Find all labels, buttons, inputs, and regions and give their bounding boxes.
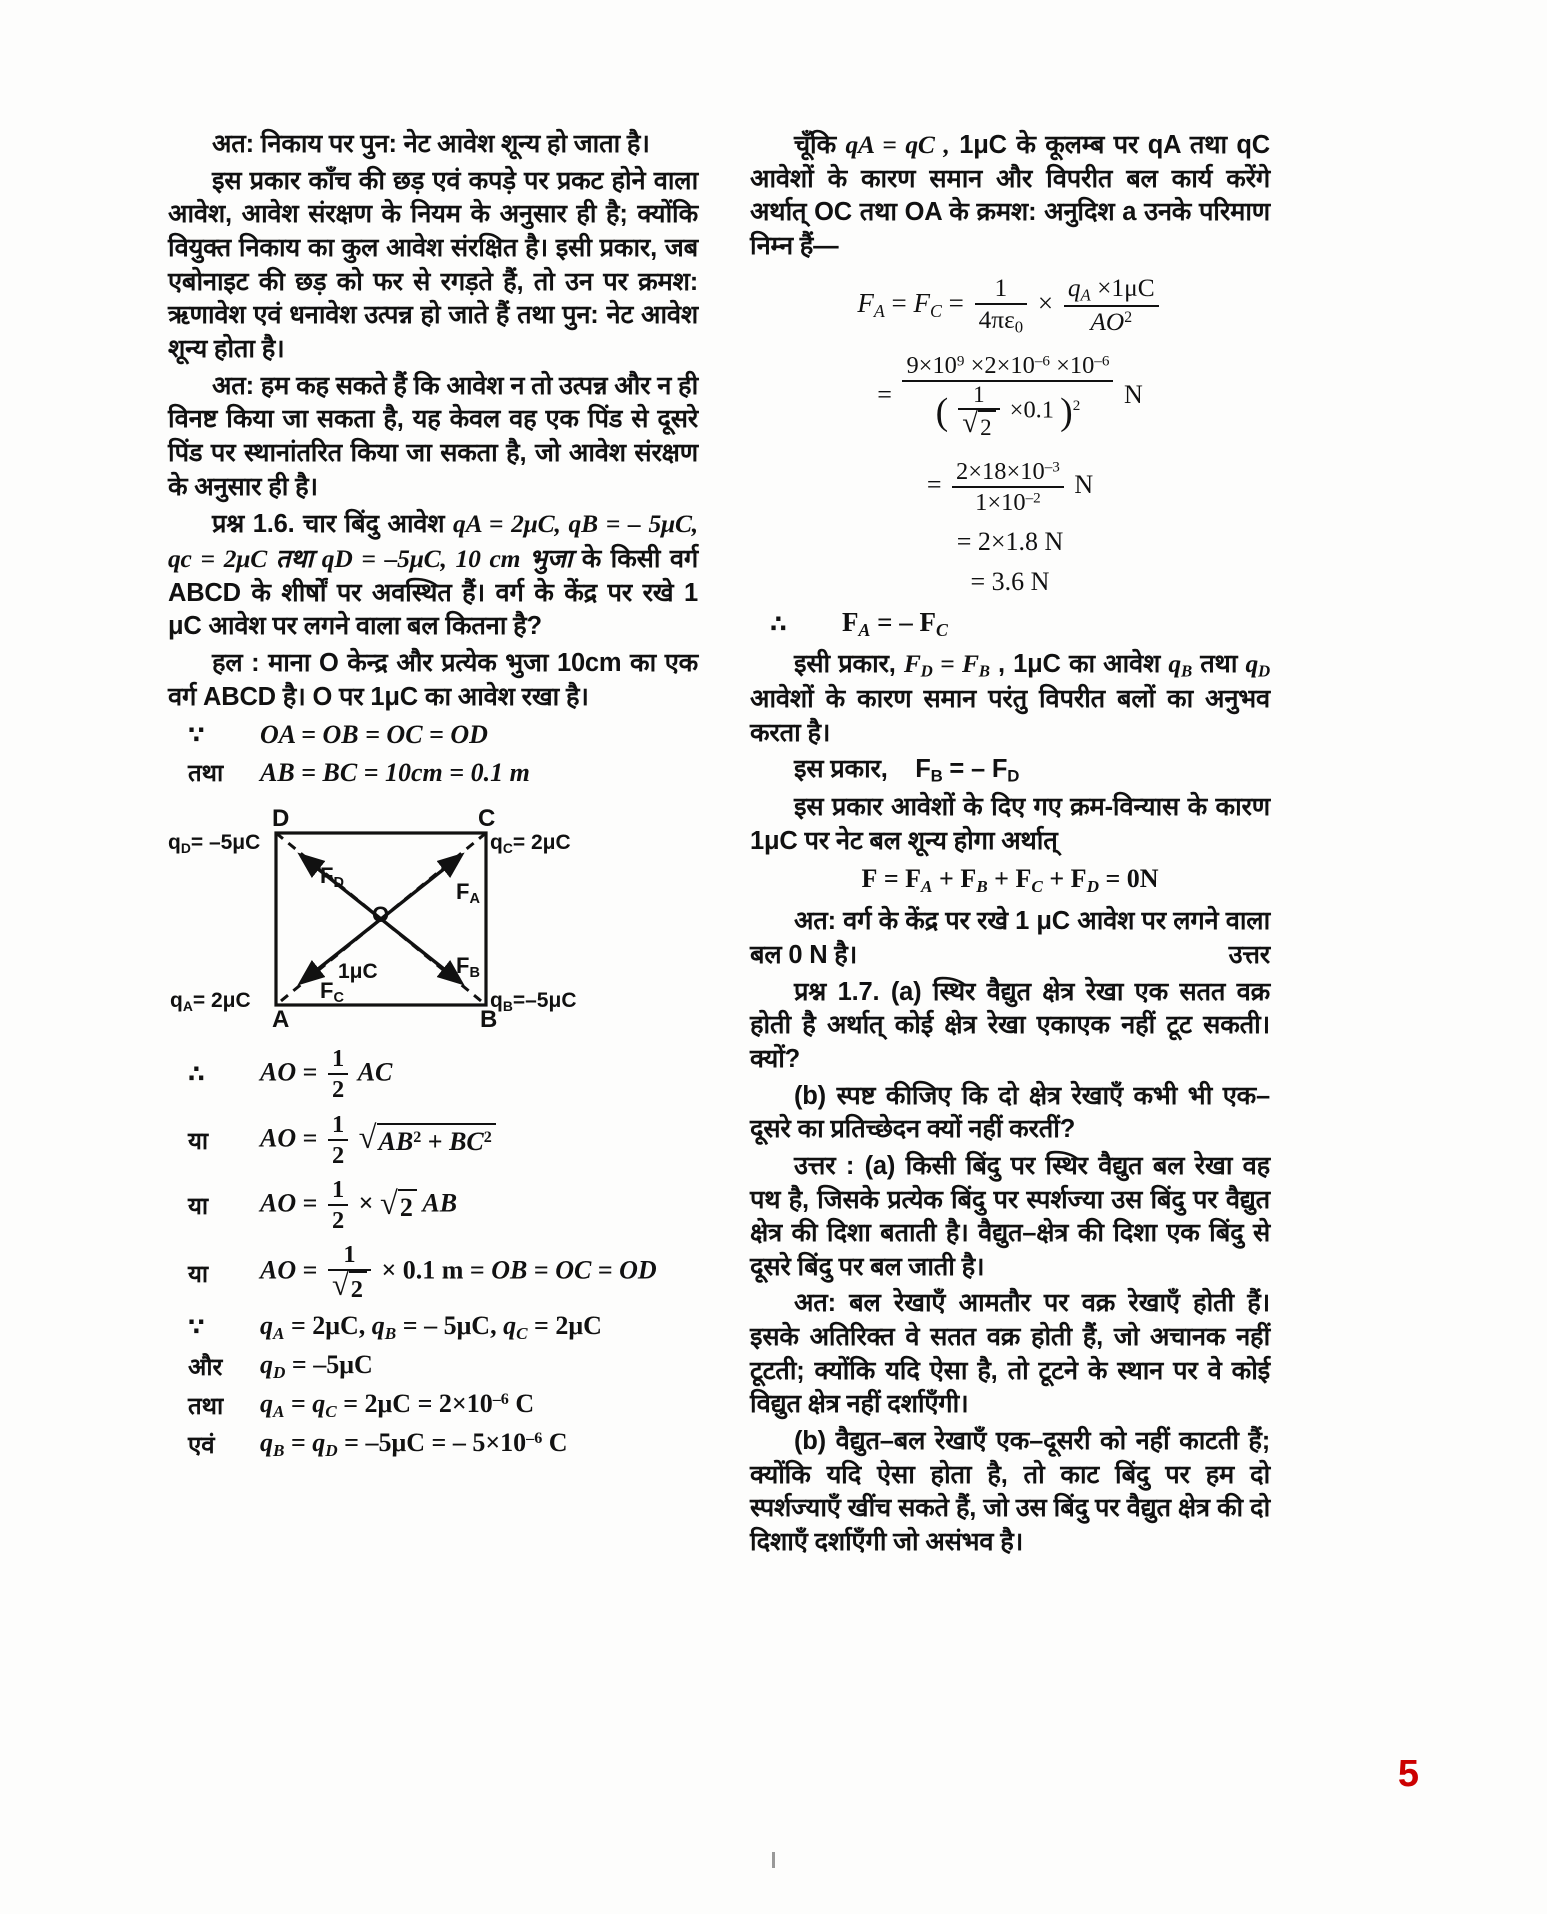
aur-label: और — [188, 1353, 223, 1381]
eq-row-charges-2 — [168, 1350, 698, 1383]
eq-row-FA-negFC — [750, 607, 1270, 641]
eq-charges-2: $q_D = -5\mu C$ — [260, 1349, 373, 1382]
two-column-layout — [168, 128, 1383, 1563]
square-charge-diagram — [168, 803, 698, 1035]
intro-text: 1μC के कूलम्ब पर qA तथा qC आवेशों के कारण समान और विपरीत बल कार्य करेंगे अर्थात् OC तथा OA के क्रमश: अनुदिश a उनके परिमाण निम्न हैं— — [750, 131, 1271, 260]
tatha-label-2: तथा — [188, 1392, 224, 1420]
left-column — [168, 128, 698, 1563]
answer-paragraph-a2: अत: बल रेखाएँ आमतौर पर वक्र रेखाएँ होती हैं। इसके अतिरिक्त वे सतत वक्र होती हैं, जो अचानक नहीं टूटती; क्योंकि यदि ऐसा है, तो टूटने के स्थान पर वे कोई विद्युत क्षेत्र नहीं दर्शाएँगी। — [750, 1289, 1270, 1419]
eq-row-charges-1 — [168, 1311, 698, 1344]
force-label-FA: $F_A$ — [456, 879, 480, 908]
eq-ao-half-ac: AO = $\frac{1}{2}$ AC — [260, 1045, 393, 1104]
question-text-2: के किसी वर्ग ABCD के शीर्षों पर अवस्थित हैं। वर्ग के केंद्र पर रखे 1 μC आवेश पर लगने वाला बल कितना है? — [168, 544, 699, 641]
therefore-symbol: ∴ — [188, 1061, 205, 1089]
charge-label-qC: $q_C= 2\mu C$ — [490, 831, 571, 857]
question-1-6 — [168, 507, 698, 644]
intro-paragraph — [750, 128, 1270, 264]
equation-ab: AB = BC = 10cm = 0.1 m — [260, 757, 530, 787]
force-arrow-FA — [381, 861, 454, 919]
eq-charges-1: $q_A = 2\mu C$, $q_B$ = – 5μC, $q_C = 2\mu C$ — [260, 1310, 602, 1343]
charge-label-qD: $q_D= -5\mu C$ — [168, 831, 261, 857]
vertex-label-C: C — [478, 805, 496, 833]
paragraph-FD-FB: इसी प्रकार, $F_D = F_B$ , 1μC का आवेश $q_B$ तथा $q_D$ आवेशों के कारण समान परंतु विपरीत बलों का अनुभव करता है। — [750, 649, 1270, 747]
question-1-7-a — [750, 976, 1270, 1077]
equation-oa: OA = OB = OC = OD — [260, 720, 488, 750]
intro-math: qA = qC , — [845, 130, 950, 159]
because-symbol-2: ∵ — [188, 1313, 205, 1341]
question-1-7-b: (b) स्पष्ट कीजिए कि दो क्षेत्र रेखाएँ कभी भी एक–दूसरे का प्रतिच्छेदन क्यों नहीं करतीं? — [750, 1081, 1270, 1144]
force-arrow-FD — [308, 861, 381, 919]
right-column — [750, 128, 1270, 1563]
question-text-1: चार बिंदु आवेश — [303, 510, 445, 539]
charge-label-qA: $q_A= 2\mu C$ — [170, 989, 251, 1015]
equation-net-force: $F = F_A + F_B + F_C + F_D = 0N$ — [861, 864, 1159, 897]
eq-charges-3: $q_A = q_C = 2\mu C = 2\times 10^{-6}$ C — [260, 1388, 535, 1421]
conclusion-text: अत: वर्ग के केंद्र पर रखे 1 μC आवेश पर लगने वाला बल 0 N है। — [750, 907, 1270, 969]
vertex-label-D: D — [272, 805, 290, 833]
ya-label-3: या — [188, 1260, 209, 1288]
eq-ao-final: AO = 1 √ 2 × 0.1 m = OB = OC = OD — [260, 1241, 657, 1304]
force-label-FB: $F_B$ — [456, 953, 480, 982]
therefore-symbol-right: ∴ — [770, 610, 787, 638]
eq-ao-root2: AO = $\frac{1}{2}$ × √ 2 AB — [260, 1175, 458, 1235]
chunki-label: चूँकि — [794, 131, 836, 159]
equation-2x18: = 2×1.8 N — [956, 527, 1064, 557]
solution-paragraph — [168, 647, 698, 714]
page-number: 5 — [1397, 1753, 1419, 1795]
because-symbol: ∵ — [188, 721, 205, 749]
paragraph-3: अत: हम कह सकते हैं कि आवेश न तो उत्पन्न और न ही विनष्ट किया जा सकता है, यह केवल वह एक पिंड से दूसरे पिंड पर स्थानांतरित किया जा सकता है, जो आवेश संरक्षण के अनुसार ही है। — [168, 371, 698, 501]
tatha-label: तथा — [188, 760, 224, 788]
paragraph-2: इस प्रकार काँच की छड़ एवं कपड़े पर प्रकट होने वाला आवेश, आवेश संरक्षण के नियम के अनुसार ही है; क्योंकि वियुक्त निकाय का कुल आवेश संरक्षित है। इसी प्रकार, जब एबोनाइट की छड़ को फर से रगड़ते हैं, तो उन पर क्रमश: ऋणावेश एवं धनावेश उत्पन्न हो जाते हैं तथा पुन: नेट आवेश शून्य होता है। — [168, 166, 698, 363]
eq-row-ao-root2 — [168, 1176, 698, 1235]
ya-label-2: या — [188, 1193, 209, 1221]
force-arrow-FB — [381, 919, 454, 977]
eq-FA-negFC: $F_A$ = – $F_C$ — [842, 607, 948, 641]
equation-result-36N: = 3.6 N — [970, 567, 1050, 597]
force-label-FD: $F_D$ — [320, 863, 344, 892]
paragraph-is-prakar: इस प्रकार, $F_B$ = – $F_D$ — [794, 755, 1020, 786]
equation-FA-FC: $F_A = F_C$ = $\frac{1}{4\pi\varepsilon_0}$ × $\frac{q_A \times 1\mu C}{AO^2}$ — [750, 274, 1270, 338]
eq-row-ao-final — [168, 1241, 698, 1304]
center-charge-label: 1μC — [338, 960, 378, 984]
center-label-O: O — [372, 902, 390, 928]
vertex-label-A: A — [272, 1006, 290, 1034]
solution-label: हल : — [212, 648, 260, 677]
equation-oa-row — [168, 720, 698, 750]
vertex-label-B: B — [480, 1006, 498, 1034]
paragraph-1: अत: निकाय पर पुन: नेट आवेश शून्य हो जाता है। — [212, 130, 650, 158]
eq-ao-sqrt: AO = $\frac{1}{2}$ √ $AB^2 + BC^2$ — [260, 1111, 496, 1170]
eq-row-charges-3 — [168, 1389, 698, 1422]
equation-simplified: = $\frac{2\times 18\times 10^{-3}}{1\times 10^{-2}}$ N — [926, 457, 1094, 516]
equation-ab-row — [168, 756, 698, 789]
question-1-7-a-text: (a) स्थिर वैद्युत क्षेत्र रेखा एक सतत वक्र होती है अर्थात् कोई क्षेत्र रेखा एकाएक नहीं टूट सकती। क्यों? — [750, 977, 1270, 1073]
question-charges: qA = 2μC, qB = – 5μC, qc = 2μC तथा qD = –5μC, 10 cm भुजा — [168, 509, 698, 573]
question-1-7-label: प्रश्न 1.7. — [794, 977, 880, 1006]
question-label: प्रश्न 1.6. — [212, 510, 295, 539]
print-registration-mark — [772, 1852, 775, 1868]
solution-text: माना O केन्द्र और प्रत्येक भुजा 10cm का एक वर्ग ABCD है। O पर 1μC का आवेश रखा है। — [168, 648, 698, 711]
answer-a-text: (a) किसी बिंदु पर स्थिर वैद्युत बल रेखा वह पथ है, जिसके प्रत्येक बिंदु पर स्पर्शज्या उस बिंदु पर वैद्युत क्षेत्र की दिशा बताती है। वैद्युत–क्षेत्र की दिशा एक बिंदु से दूसरे बिंदु पर बल जाती है। — [750, 1151, 1270, 1281]
paragraph-net-force: इस प्रकार आवेशों के दिए गए क्रम-विन्यास के कारण 1μC पर नेट बल शून्य होगा अर्थात् — [750, 793, 1270, 855]
charge-label-qB: $q_B=-5\mu C$ — [490, 989, 577, 1015]
force-label-FC: $F_C$ — [320, 978, 344, 1007]
eq-row-charges-4 — [168, 1428, 698, 1461]
ya-label-1: या — [188, 1127, 209, 1155]
answer-paragraph-a — [750, 1150, 1270, 1285]
equation-substitution: = $9\times 10^9 \times 2\times 10^{-6} \times 10^{-6}$ ( 1 √ 2 ×0.1 )$^2$ N — [877, 351, 1143, 441]
eq-row-ao-half-ac — [168, 1045, 698, 1104]
answer-tag: उत्तर — [1228, 940, 1270, 969]
eq-charges-4: $q_B = q_D = -5\mu C$ = – $5\times 10^{-6}$ C — [260, 1427, 568, 1460]
evam-label: एवं — [188, 1431, 215, 1459]
conclusion-paragraph — [750, 905, 1270, 972]
eq-row-ao-sqrt — [168, 1111, 698, 1170]
answer-label: उत्तर : — [794, 1151, 855, 1180]
answer-paragraph-b: (b) वैद्युत–बल रेखाएँ एक–दूसरी को नहीं काटती हैं; क्योंकि यदि ऐसा होता है, तो काट बिंदु पर हम दो स्पर्शज्याएँ खींच सकते हैं, जो उस बिंदु पर वैद्युत क्षेत्र की दो दिशाएँ दर्शाएँगी जो असंभव है। — [750, 1427, 1270, 1557]
